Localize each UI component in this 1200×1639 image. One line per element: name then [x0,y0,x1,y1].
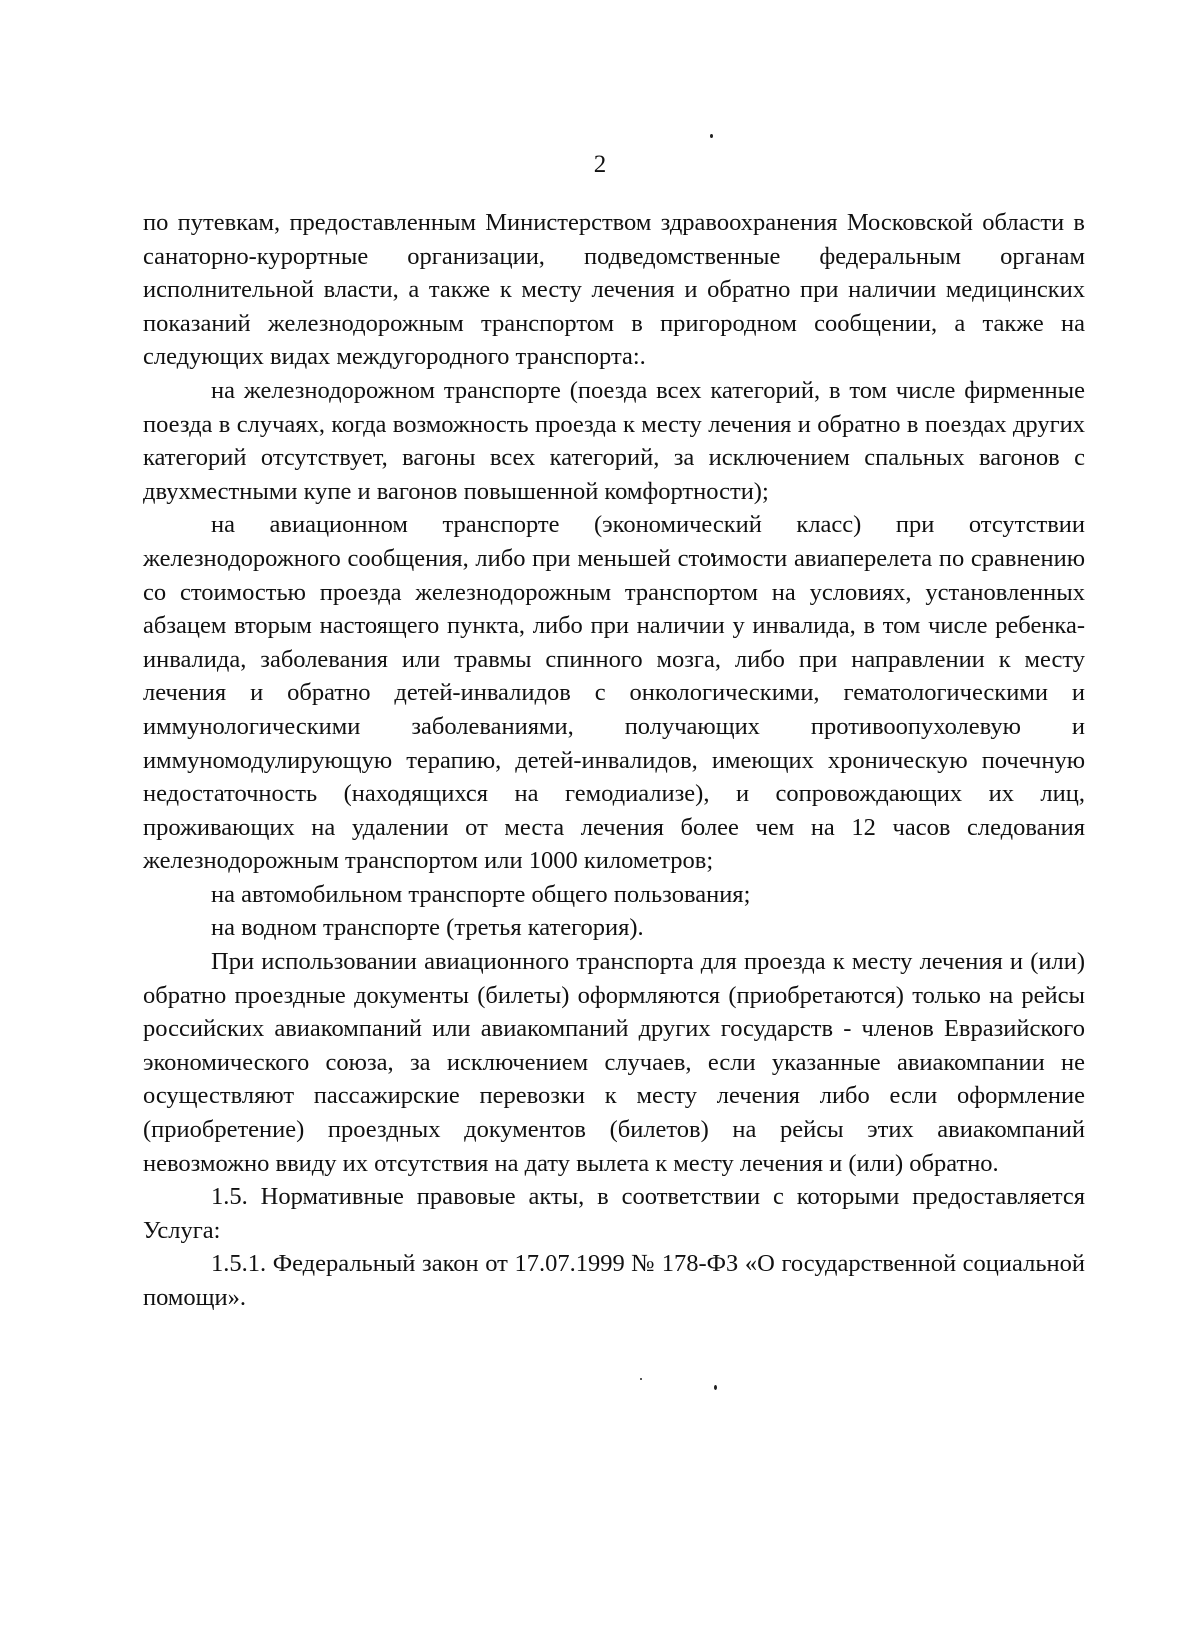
scan-speck [714,1385,717,1390]
paragraph-air-tickets: При использовании авиационного транспорта для проезда к месту лечения и (или) обратно проездные документы (билеты) оформляются (приобретаются) только на рейсы российских авиакомпаний или авиакомпаний других государств - членов Евразийского экономического союза, за исключением случаев, если указанные авиакомпании не осуществляют пассажирские перевозки к месту лечения либо если оформление (приобретение) проездных документов (билетов) на рейсы этих авиакомпаний невозможно ввиду их отсутствия на дату вылета к месту лечения и (или) обратно. [143,948,1085,1177]
scan-speck [710,134,713,138]
paragraph-intro: по путевкам, предоставленным Министерством здравоохранения Московской области в санаторно-курортные организации, подведомственные федеральным органам исполнительной власти, а также к месту лечения и обратно при наличии медицинских показаний железнодорожным транспортом в пригородном сообщении, а также на следующих видах междугородного транспорта:. [143,209,1085,371]
paragraph-road-transport: на автомобильном транспорте общего пользования; [211,880,751,908]
paragraph-section-1-5-1: 1.5.1. Федеральный закон от 17.07.1999 № 178-ФЗ «О государственной социальной помощи». [143,1250,1085,1311]
document-body [143,206,1085,1315]
paragraph-section-1-5: 1.5. Нормативные правовые акты, в соответствии с которыми предоставляется Услуга: [143,1183,1085,1244]
paragraph-air-transport: на авиационном транспорте (экономический класс) при отсутствии железнодорожного сообщения, либо при меньшей стоимости авиаперелета по сравнению со стоимостью проезда железнодорожным транспортом на условиях, установленных абзацем вторым настоящего пункта, либо при наличии у инвалида, в том числе ребенка-инвалида, заболевания или травмы спинного мозга, либо при направлении к месту лечения и обратно детей-инвалидов с онкологическими, гематологическими и иммунологическими заболеваниями, получающих противоопухолевую и иммуномодулирующую терапию, детей-инвалидов, имеющих хроническую почечную недостаточность (находящихся на гемодиализе), и сопровождающих их лиц, проживающих на удалении от места лечения более чем на 12 часов следования железнодорожным транспортом или 1000 километров; [143,511,1085,875]
page-number: 2 [593,151,607,178]
paragraph-water-transport: на водном транспорте (третья категория). [211,914,644,942]
paragraph-rail-transport: на железнодорожном транспорте (поезда всех категорий, в том числе фирменные поезда в случаях, когда возможность проезда к месту лечения и обратно в поездах других категорий отсутствует, вагоны всех категорий, за исключением спальных вагонов с двухместными купе и вагонов повышенной комфортности); [143,376,1085,505]
scan-speck [640,1378,642,1380]
